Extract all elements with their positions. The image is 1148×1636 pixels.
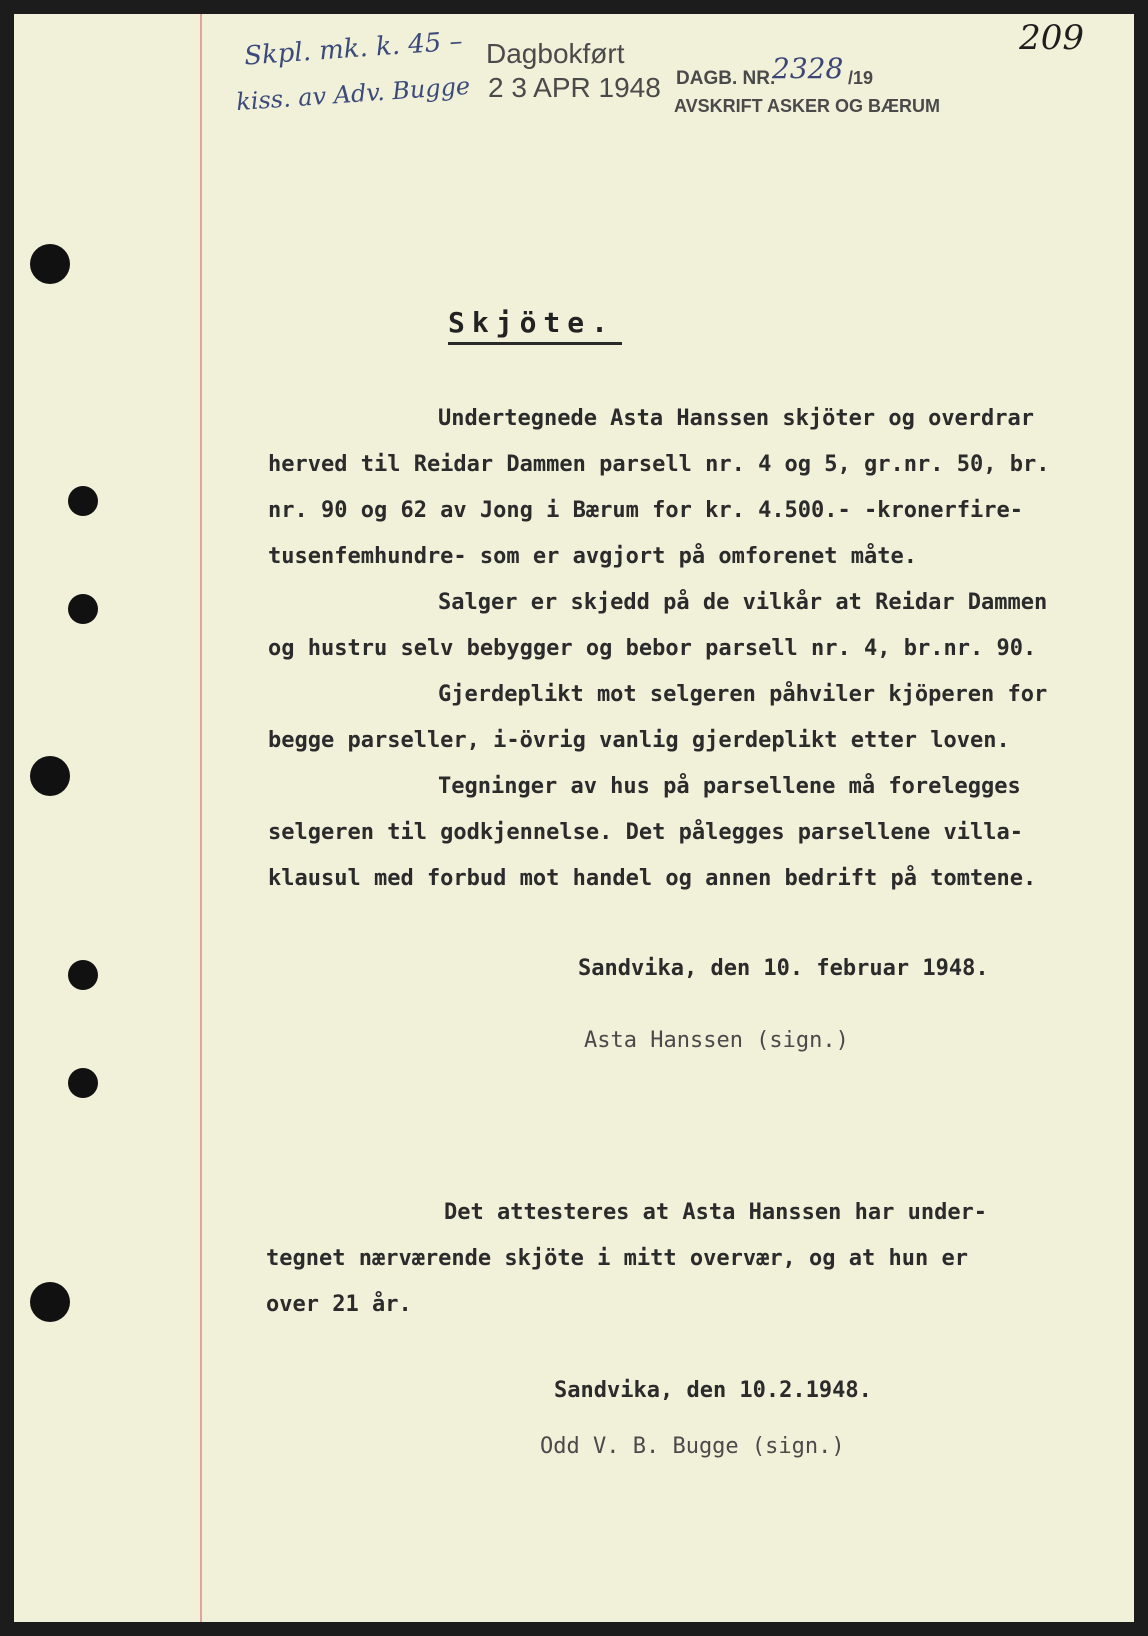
title-underline: [448, 342, 622, 345]
punch-hole: [30, 244, 70, 284]
place-date: Sandvika, den 10. februar 1948.: [578, 956, 989, 981]
dagbokfort-stamp-date: 2 3 APR 1948: [488, 72, 661, 103]
handwritten-note: kiss. av Adv. Bugge: [235, 71, 471, 117]
page-number: 209: [1019, 18, 1084, 58]
signature: Odd V. B. Bugge (sign.): [540, 1434, 845, 1459]
punch-hole: [68, 594, 98, 624]
avskrift-stamp: AVSKRIFT ASKER OG BÆRUM: [674, 96, 941, 116]
document-title: Skjöte.: [448, 306, 616, 339]
punch-hole: [68, 960, 98, 990]
body-line: og hustru selv bebygger og bebor parsell nr. 4, br.nr. 90.: [268, 636, 1037, 661]
punch-hole: [68, 486, 98, 516]
body-line: begge parseller, i-övrig vanlig gjerdeplikt etter loven.: [268, 728, 1010, 753]
body-line: Gjerdeplikt mot selgeren påhviler kjöperen for: [438, 682, 1048, 707]
document-page: [14, 14, 1134, 1622]
punch-hole: [30, 1282, 70, 1322]
signature: Asta Hanssen (sign.): [584, 1028, 849, 1053]
dagb-nr-number: 2328: [772, 52, 844, 85]
place-date: Sandvika, den 10.2.1948.: [554, 1378, 872, 1403]
attest-line: over 21 år.: [266, 1292, 412, 1317]
attest-line: Det attesteres at Asta Hanssen har under-: [444, 1200, 988, 1225]
body-line: herved til Reidar Dammen parsell nr. 4 og 5, gr.nr. 50, br.: [268, 452, 1050, 477]
attest-line: tegnet nærværende skjöte i mitt overvær, og at hun er: [266, 1246, 968, 1271]
dagbokfort-stamp-label: Dagbokført: [486, 38, 625, 69]
margin-line: [200, 14, 202, 1622]
body-line: tusenfemhundre- som er avgjort på omforenet måte.: [268, 544, 918, 569]
body-line: klausul med forbud mot handel og annen bedrift på tomtene.: [268, 866, 1037, 891]
body-line: selgeren til godkjennelse. Det pålegges parsellene villa-: [268, 820, 1023, 845]
body-line: Tegninger av hus på parsellene må forelegges: [438, 774, 1021, 799]
punch-hole: [30, 756, 70, 796]
body-line: Salger er skjedd på de vilkår at Reidar Dammen: [438, 590, 1048, 615]
body-line: Undertegnede Asta Hanssen skjöter og overdrar: [438, 406, 1035, 431]
punch-hole: [68, 1068, 98, 1098]
handwritten-note: Skpl. mk. k. 45 –: [243, 26, 464, 72]
body-line: nr. 90 og 62 av Jong i Bærum for kr. 4.500.- -kronerfire-: [268, 498, 1023, 523]
dagb-nr-year: /19: [848, 68, 874, 88]
dagb-nr-label: DAGB. NR.: [676, 68, 776, 89]
